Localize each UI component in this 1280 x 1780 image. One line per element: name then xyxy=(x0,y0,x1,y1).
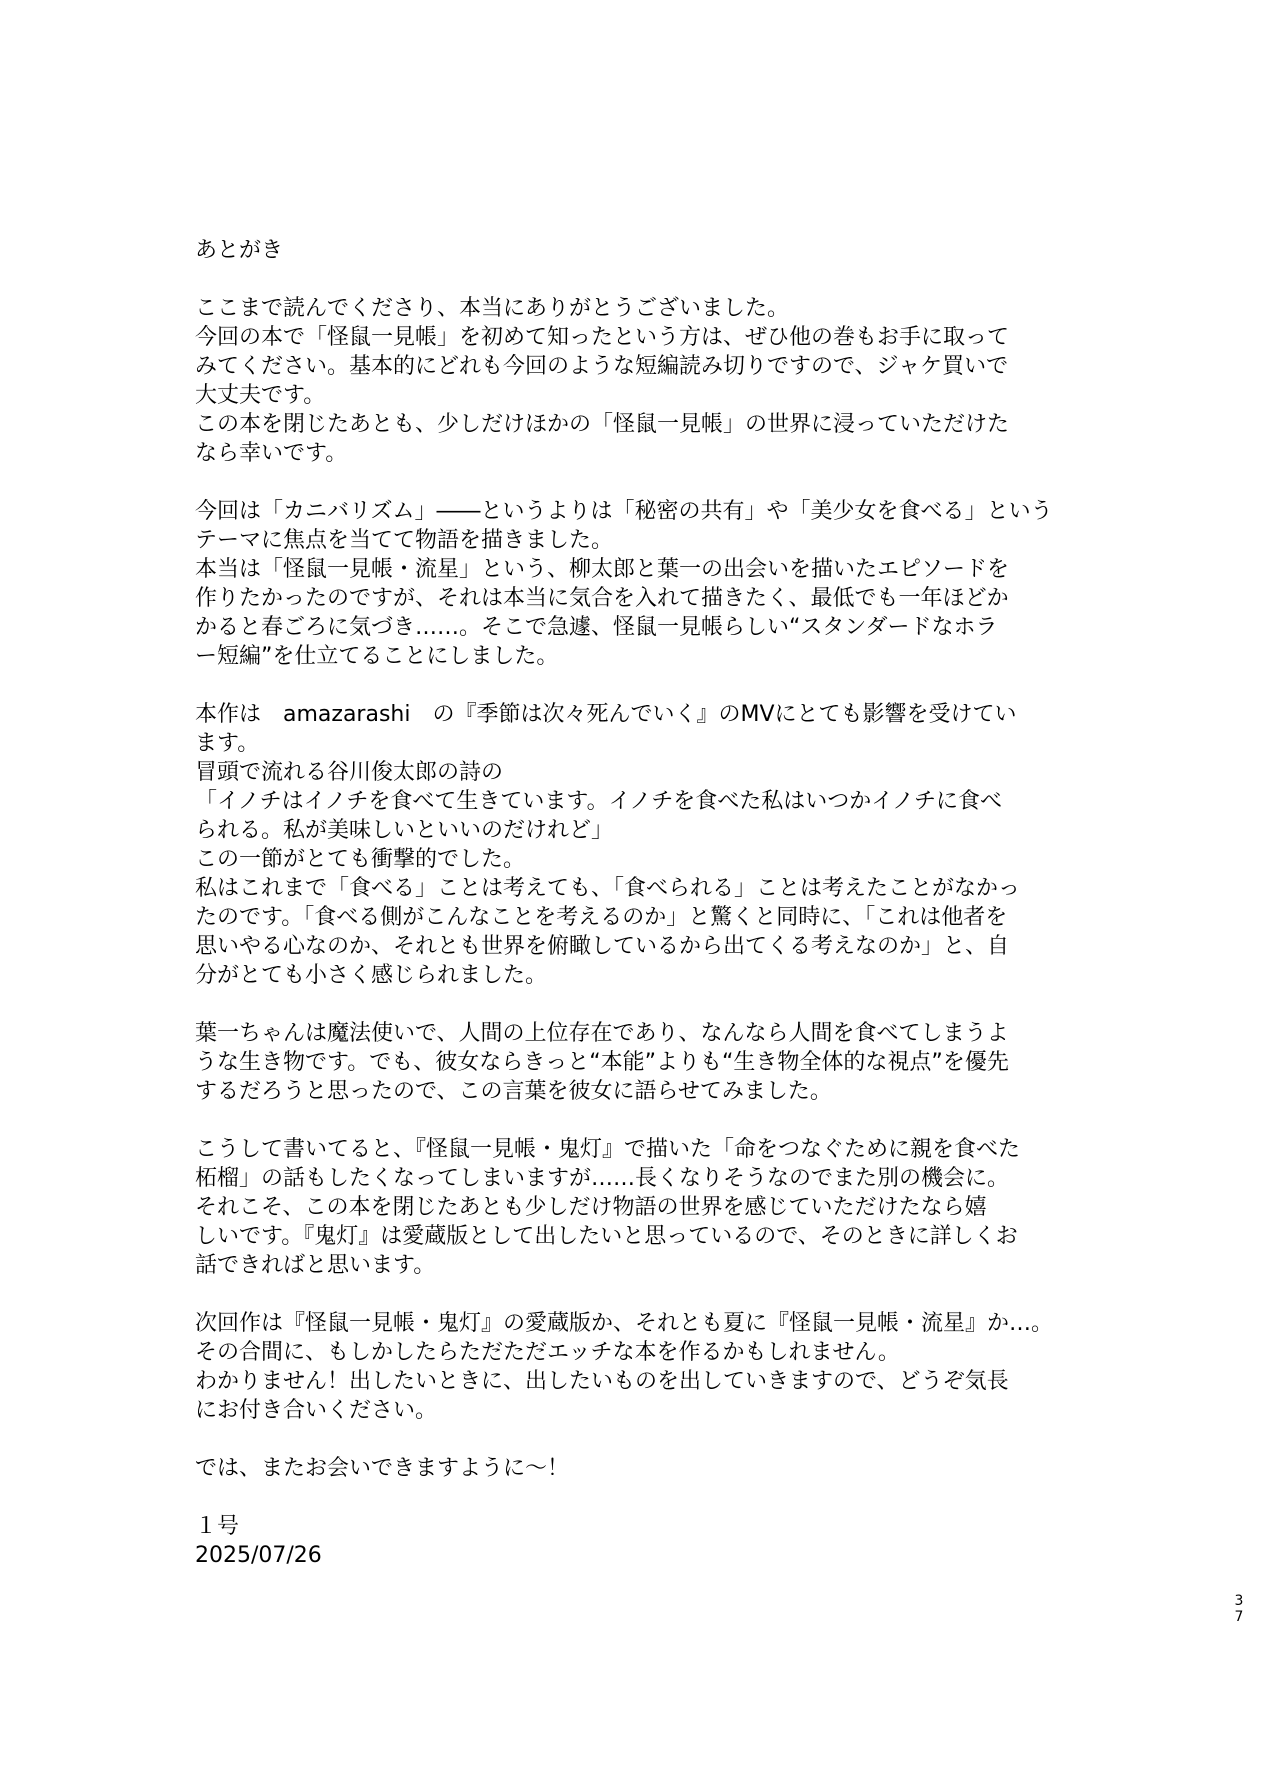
paragraph xyxy=(195,1309,1054,1425)
paragraph xyxy=(195,1454,1045,1483)
text-line: しいです。『鬼灯』は愛蔵版として出したいと思っているので、そのときに詳しくお xyxy=(195,1224,1018,1249)
text-line: なら幸いです。 xyxy=(195,441,348,466)
author-name: １号 xyxy=(195,1514,240,1539)
text-line: 今回の本で「怪鼠一見帳」を初めて知ったという方は、ぜひ他の巻もお手に取って xyxy=(195,325,1010,350)
text-line: にお付き合いください。 xyxy=(195,1398,438,1423)
text-line: ここまで読んでくださり、本当にありがとうございました。 xyxy=(195,296,790,321)
text-line: こうして書いてると、『怪鼠一見帳・鬼灯』で描いた「命をつなぐために親を食べた xyxy=(195,1137,1021,1162)
paragraph xyxy=(195,1019,1045,1106)
text-line: この本を閉じたあとも、少しだけほかの「怪鼠一見帳」の世界に浸っていただけた xyxy=(195,412,1010,437)
page-number-digit-2: 7 xyxy=(1234,1609,1244,1625)
text-line: ー短編”を仕立てることにしました。 xyxy=(195,644,559,669)
text-line: 話できればと思います。 xyxy=(195,1253,436,1278)
text-line: では、またお会いできますように～！ xyxy=(195,1456,570,1481)
text-line: それこそ、この本を閉じたあとも少しだけ物語の世界を感じていただけたなら嬉 xyxy=(195,1195,987,1220)
signature-date: 2025/07/26 xyxy=(195,1543,322,1568)
page-number xyxy=(1232,1593,1246,1625)
text-line: 作りたかったのですが、それは本当に気合を入れて描きたく、最低でも一年ほどか xyxy=(195,586,1009,611)
text-line: 大丈夫です。 xyxy=(195,383,326,408)
text-line: この一節がとても衝撃的でした。 xyxy=(195,847,526,872)
paragraph xyxy=(195,700,1045,990)
paragraph xyxy=(195,294,1045,468)
text-line: 分がとても小さく感じられました。 xyxy=(195,963,548,988)
afterword-heading: あとがき xyxy=(195,238,284,263)
text-line: 柘榴」の話もしたくなってしまいますが……長くなりそうなのでまた別の機会に。 xyxy=(195,1166,1010,1191)
text-line: するだろうと思ったので、この言葉を彼女に語らせてみました。 xyxy=(195,1079,832,1104)
text-line: 今回は「カニバリズム」――というよりは「秘密の共有」や「美少女を食べる」という xyxy=(195,499,1053,524)
text-line: うな生き物です。でも、彼女ならきっと“本能”よりも“生き物全体的な視点”を優先 xyxy=(195,1050,1009,1075)
text-line: みてください。基本的にどれも今回のような短編読み切りですので、ジャケ買いで xyxy=(195,354,1009,379)
text-line: 私はこれまで「食べる」ことは考えても、「食べられる」ことは考えたことがなかっ xyxy=(195,876,1021,901)
text-line: 「イノチはイノチを食べて生きています。イノチを食べた私はいつかイノチに食べ xyxy=(195,789,1002,814)
afterword-text xyxy=(195,236,1054,1570)
page-number-digit-1: 3 xyxy=(1234,1593,1244,1609)
text-line: 冒頭で流れる谷川俊太郎の詩の xyxy=(195,760,504,785)
text-line: られる。私が美味しいといいのだけれど」 xyxy=(195,818,614,843)
text-line: かると春ごろに気づき……。そこで急遽、怪鼠一見帳らしい“スタンダードなホラ xyxy=(195,615,998,640)
signature-block xyxy=(195,1512,1045,1570)
text-line: 本作は amazarashi の『季節は次々死んでいく』のMVにとても影響を受けてい xyxy=(195,702,1017,727)
text-line: たのです。「食べる側がこんなことを考えるのか」と驚くと同時に、「これは他者を xyxy=(195,905,1008,930)
text-line: 葉一ちゃんは魔法使いで、人間の上位存在であり、なんなら人間を食べてしまうよ xyxy=(195,1021,1009,1046)
paragraph xyxy=(195,497,1053,671)
text-line: 本当は「怪鼠一見帳・流星」という、柳太郎と葉一の出会いを描いたエピソードを xyxy=(195,557,1010,582)
text-line: ます。 xyxy=(195,731,260,756)
text-line: テーマに焦点を当てて物語を描きました。 xyxy=(195,528,614,553)
text-line: わかりません！出したいときに、出したいものを出していきますので、どうぞ気長 xyxy=(195,1369,1009,1394)
text-line: その合間に、もしかしたらただただエッチな本を作るかもしれません。 xyxy=(195,1340,900,1365)
text-line: 次回作は『怪鼠一見帳・鬼灯』の愛蔵版か、それとも夏に『怪鼠一見帳・流星』か…。 xyxy=(195,1311,1054,1336)
paragraph xyxy=(195,1135,1045,1280)
text-line: 思いやる心なのか、それとも世界を俯瞰しているから出てくる考えなのか」と、自 xyxy=(195,934,1010,959)
afterword-body xyxy=(195,294,1054,1483)
